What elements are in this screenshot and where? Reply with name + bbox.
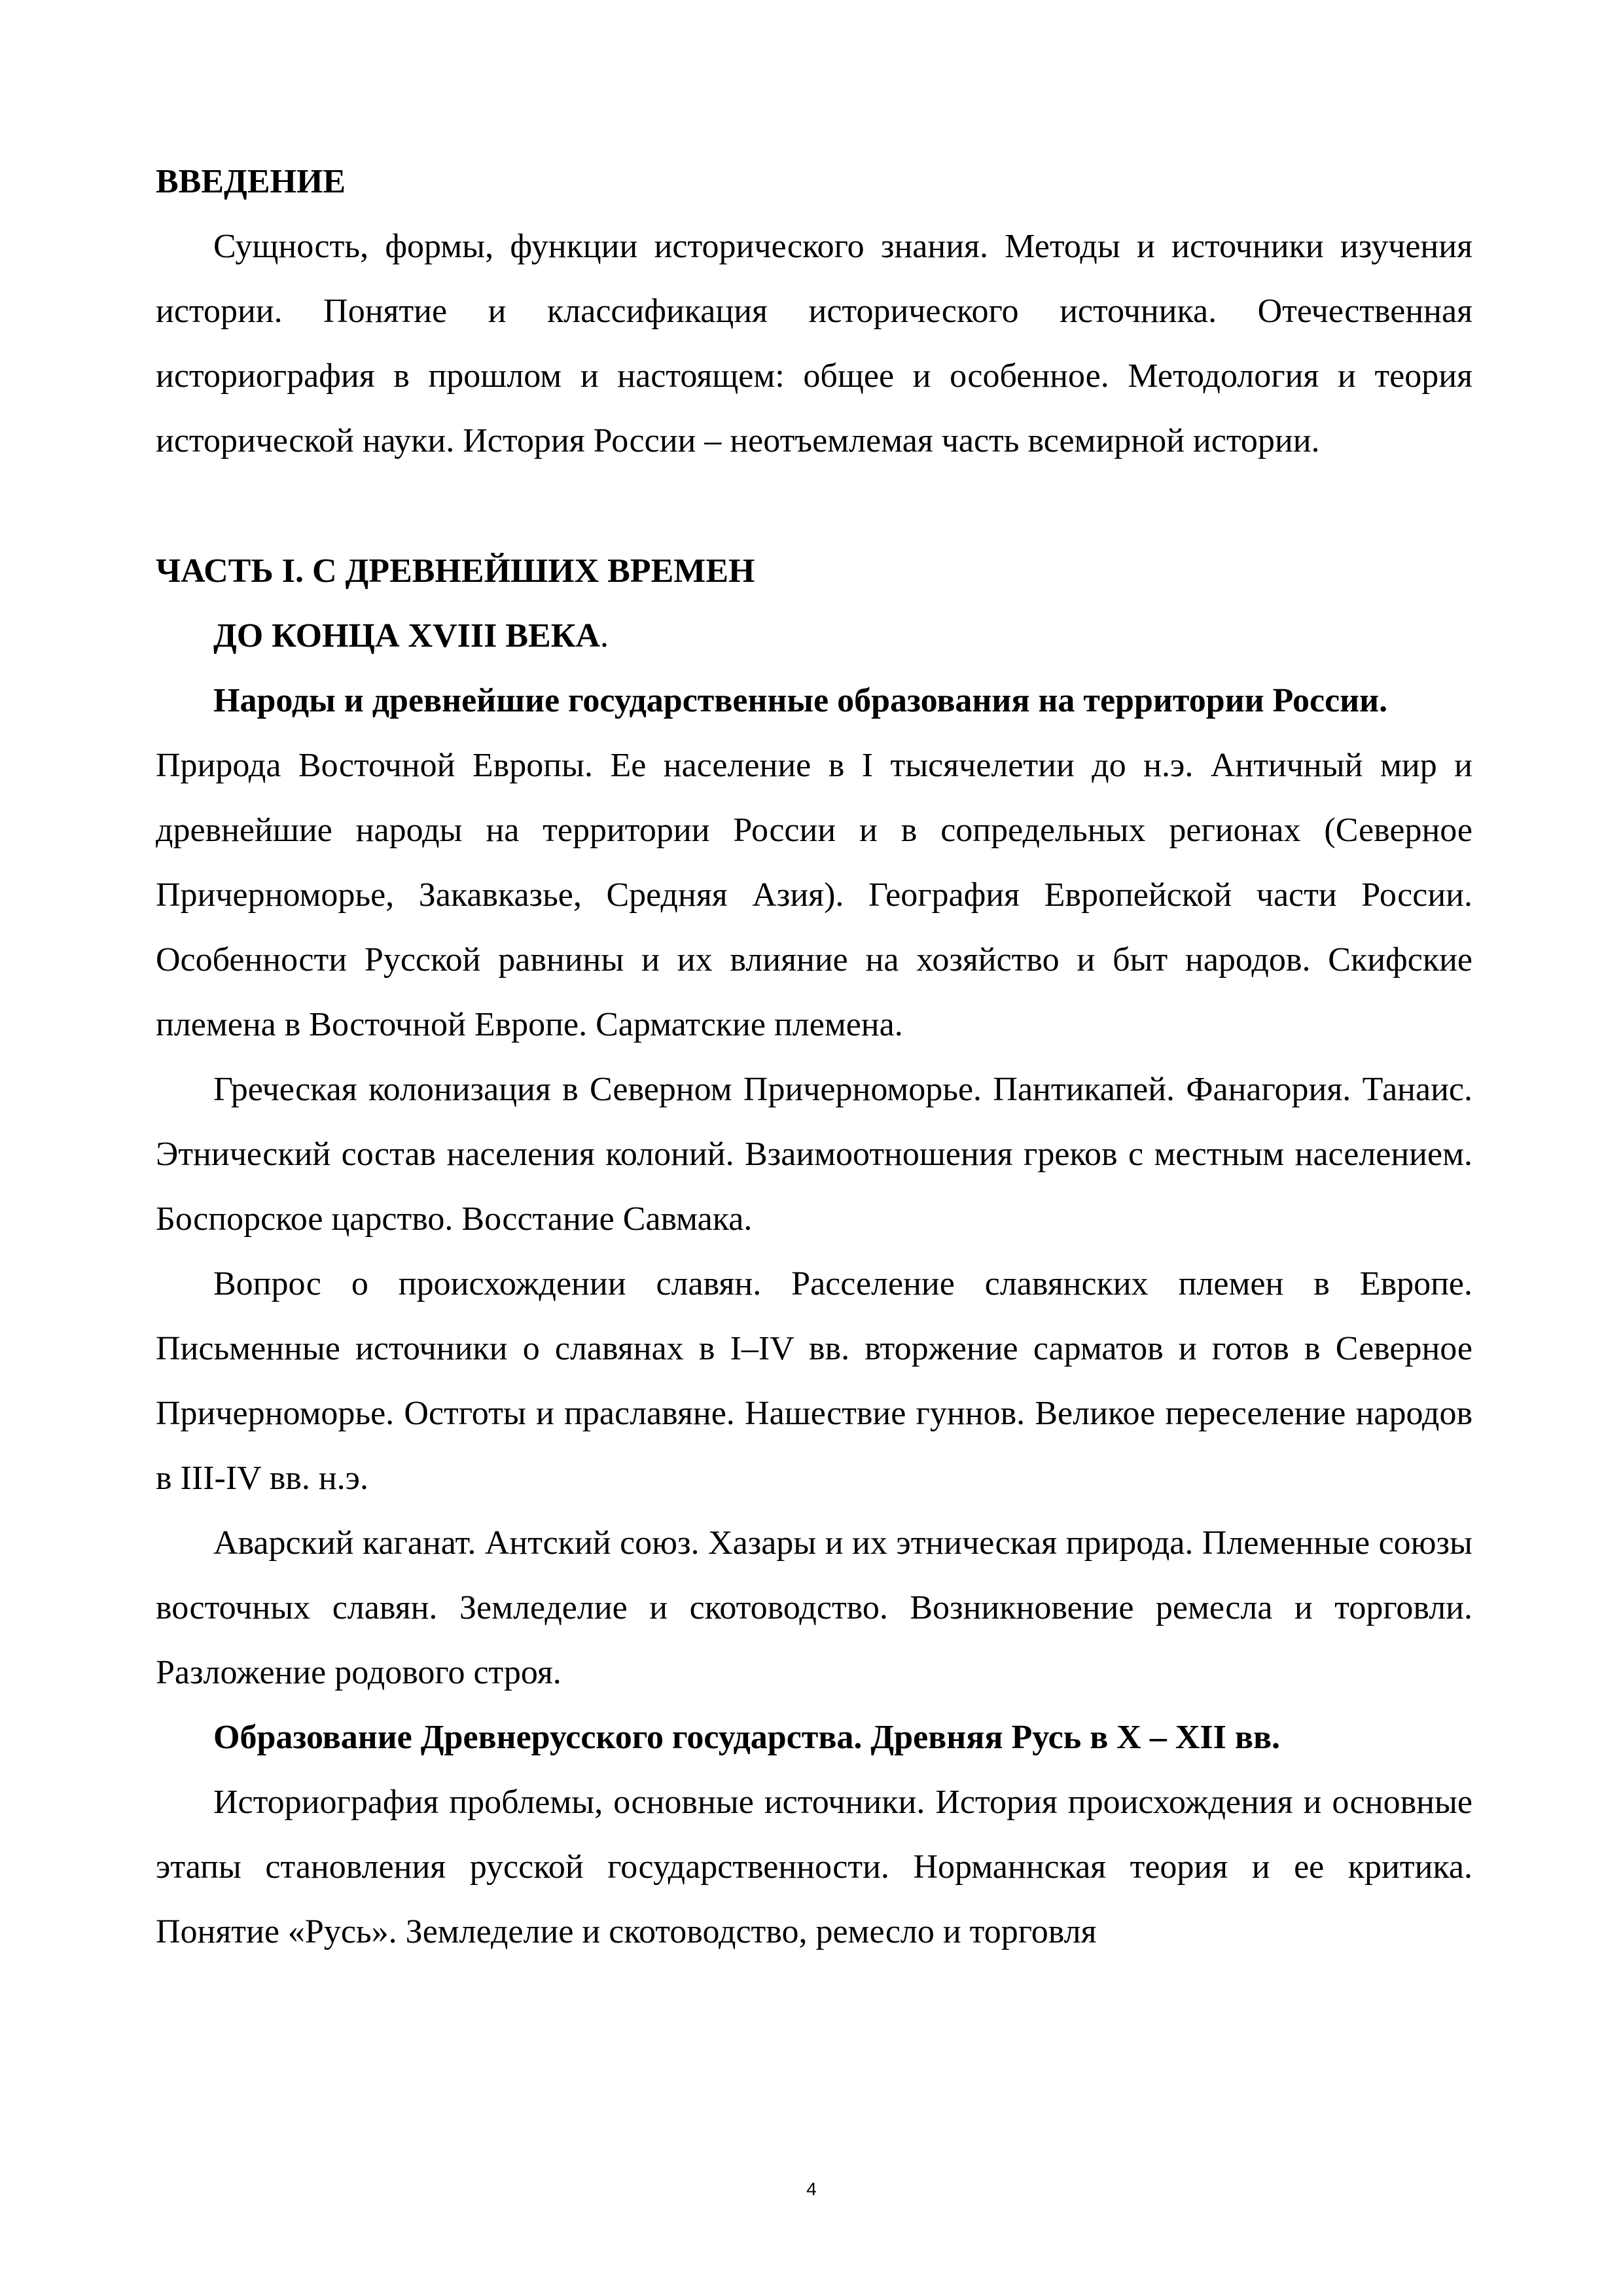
part1-heading [156,539,1472,603]
part1-heading-line2: ДО КОНЦА XVIII ВЕКА [213,617,600,655]
section1-paragraph-3: Вопрос о происхождении славян. Расселение славянских племен в Европе. Письменные источники о славянах в I–IV вв. вторжение сарматов и готов в Северное Причерноморье. Остготы и праславяне. Нашествие гуннов. Великое переселение народов в III-IV вв. н.э. [156,1265,1472,1497]
section1-paragraph-4: Аварский каганат. Антский союз. Хазары и их этническая природа. Племенные союзы восточных славян. Земледелие и скотоводство. Возникновение ремесла и торговли. Разложение родового строя. [156,1524,1472,1691]
section1-paragraph-2: Греческая колонизация в Северном Причерноморье. Пантикапей. Фанагория. Танаис. Этнический состав населения колоний. Взаимоотношения греков с местным населением. Боспорское царство. Восстание Савмака. [156,1071,1472,1238]
intro-paragraph: Сущность, формы, функции исторического знания. Методы и источники изучения истории. Понятие и классификация исторического источника. Отечественная историография в прошлом и настоящем: общее и особенное. Методология и теория исторической науки. История России – неотъемлемая часть всемирной истории. [156,228,1472,459]
page-content [156,149,1472,1964]
section1-title: Народы и древнейшие государственные образования на территории России. [213,682,1388,719]
section-spacer [156,473,1472,539]
part1-heading-line1: ЧАСТЬ I. С ДРЕВНЕЙШИХ ВРЕМЕН [156,552,755,590]
section2-title: Образование Древнерусского государства. Древняя Русь в X – XII вв. [213,1719,1281,1756]
part1-heading-period: . [599,617,609,655]
section1-paragraph-1: Природа Восточной Европы. Ее население в I тысячелетии до н.э. Античный мир и древнейшие народы на территории России и в сопредельных регионах (Северное Причерноморье, Закавказье, Средняя Азия). География Европейской части России. Особенности Русской равнины и их влияние на хозяйство и быт народов. Скифские племена в Восточной Европе. Сарматские племена. [156,747,1472,1043]
part1-heading-continued [156,603,1472,668]
section2-paragraph-1: Историография проблемы, основные источники. История происхождения и основные этапы становления русской государственности. Норманнская теория и ее критика. Понятие «Русь». Земледелие и скотоводство, ремесло и торговля [156,1784,1472,1950]
page-number: 4 [806,2179,817,2199]
intro-heading: ВВЕДЕНИЕ [156,163,346,200]
